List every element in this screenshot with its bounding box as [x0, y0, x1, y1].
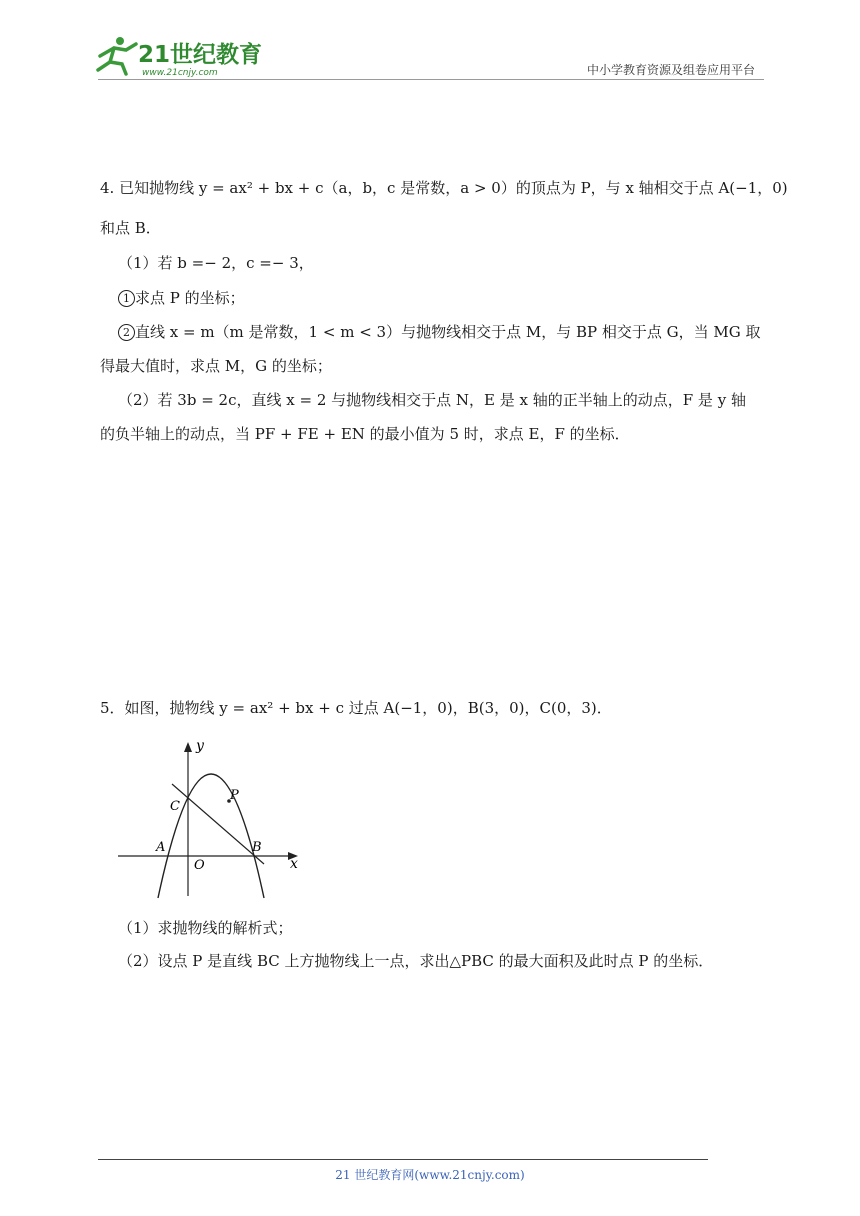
q4-line-3: （1）若 b =− 2，c =− 3，	[118, 254, 314, 272]
q4-sub-1	[118, 288, 245, 308]
logo-url: www.21cnjy.com	[142, 68, 218, 78]
label-o: O	[194, 858, 205, 873]
label-p: P	[230, 788, 239, 803]
q4-sub-1-text: 求点 P 的坐标；	[135, 289, 245, 307]
q5-part-1: （1）求抛物线的解析式；	[118, 919, 293, 937]
footer-link[interactable]: 21 世纪教育网(www.21cnjy.com)	[335, 1168, 525, 1182]
label-b: B	[252, 840, 262, 855]
q4-sub-2-text: 直线 x = m（m 是常数，1 < m < 3）与抛物线相交于点 M，与 BP 相交于点 G，当 MG 取	[135, 323, 761, 341]
parabola-figure	[112, 736, 308, 904]
logo-text: 21世纪教育	[138, 42, 262, 68]
footer-divider	[98, 1159, 708, 1160]
q4-line-7: （2）若 3b = 2c，直线 x = 2 与抛物线相交于点 N，E 是 x 轴的正半轴上的动点，F 是 y 轴	[118, 391, 746, 409]
q4-line-6: 得最大值时，求点 M，G 的坐标；	[100, 357, 332, 375]
circled-number-2: 2	[118, 324, 135, 341]
site-logo	[92, 34, 262, 78]
label-a: A	[156, 840, 166, 855]
line-bc	[172, 784, 264, 864]
y-axis-arrow-icon	[184, 742, 192, 752]
header-platform-text: 中小学教育资源及组卷应用平台	[586, 63, 755, 77]
q4-line-1: 4. 已知抛物线 y = ax² + bx + c（a，b，c 是常数，a > 0）的顶点为 P，与 x 轴相交于点 A(−1，0)	[100, 179, 788, 197]
q5-line-1: 5．如图，抛物线 y = ax² + bx + c 过点 A(−1，0)，B(3，0)，C(0，3)．	[100, 699, 612, 717]
label-x: x	[290, 856, 298, 872]
parabola-curve	[158, 774, 264, 898]
label-c: C	[170, 799, 180, 814]
q4-line-2: 和点 B．	[100, 219, 161, 237]
header-divider	[98, 79, 764, 80]
label-y: y	[196, 738, 204, 754]
circled-number-1: 1	[118, 290, 135, 307]
runner-logo-icon	[98, 37, 136, 74]
q5-part-2: （2）设点 P 是直线 BC 上方抛物线上一点，求出△PBC 的最大面积及此时点 P 的坐标．	[118, 952, 714, 970]
q4-sub-2	[118, 322, 760, 342]
q4-line-8: 的负半轴上的动点，当 PF + FE + EN 的最小值为 5 时，求点 E，F 的坐标．	[100, 425, 630, 443]
